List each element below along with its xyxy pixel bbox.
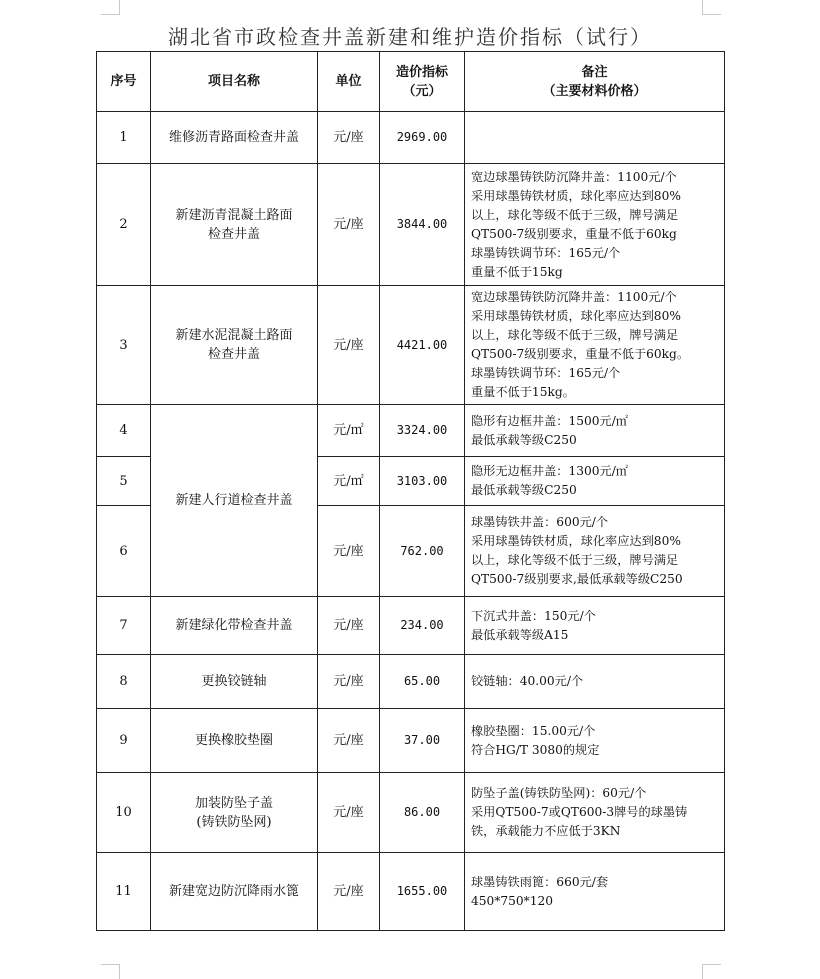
cell-note bbox=[465, 655, 725, 709]
header-unit: 单位 bbox=[318, 52, 380, 112]
cell-price: 762.00 bbox=[380, 506, 465, 597]
header-price-line1: 造价指标 bbox=[395, 64, 448, 80]
item-name-line: 新建沥青混凝土路面 bbox=[175, 207, 293, 223]
cell-price: 2969.00 bbox=[380, 112, 465, 164]
table-row bbox=[97, 597, 725, 655]
cell-seq: 11 bbox=[97, 853, 151, 931]
cell-price: 1655.00 bbox=[380, 853, 465, 931]
note-line: 以上，球化等级不低于三级，牌号满足 bbox=[471, 207, 679, 222]
cell-note bbox=[465, 286, 725, 405]
note-line: 采用球墨铸铁材质，球化率应达到80% bbox=[471, 534, 681, 548]
cell-unit: 元/座 bbox=[318, 597, 380, 655]
cell-unit: 元/座 bbox=[318, 773, 380, 853]
note-line: 采用球墨铸铁材质，球化率应达到80% bbox=[471, 188, 681, 203]
cell-unit: 元/座 bbox=[318, 112, 380, 164]
cell-item-name bbox=[151, 164, 318, 286]
table-row bbox=[97, 709, 725, 773]
cell-note bbox=[465, 853, 725, 931]
cell-seq: 10 bbox=[97, 773, 151, 853]
cell-item-name bbox=[151, 112, 318, 164]
cell-note bbox=[465, 405, 725, 457]
cell-note bbox=[465, 112, 725, 164]
cell-price: 4421.00 bbox=[380, 286, 465, 405]
item-name-line: 更换橡胶垫圈 bbox=[194, 733, 273, 748]
cell-unit: 元/㎡ bbox=[318, 457, 380, 506]
note-line: 球墨铸铁调节环：165元/个 bbox=[471, 366, 621, 380]
note-line: 球墨铸铁调节环：165元/个 bbox=[471, 245, 621, 260]
cell-seq: 1 bbox=[97, 112, 151, 164]
note-line: 最低承载等级A15 bbox=[471, 627, 569, 642]
table-row bbox=[97, 286, 725, 405]
cell-unit: 元/座 bbox=[318, 506, 380, 597]
note-line: 球墨铸铁雨篦：660元/套 bbox=[471, 874, 609, 889]
cell-item-name bbox=[151, 405, 318, 597]
header-price-line2: （元） bbox=[402, 83, 442, 99]
note-line: 下沉式井盖：150元/个 bbox=[471, 608, 596, 623]
note-line: 橡胶垫圈：15.00元/个 bbox=[471, 723, 596, 738]
cell-item-name bbox=[151, 286, 318, 405]
cell-item-name bbox=[151, 853, 318, 931]
item-name-line: 新建水泥混凝土路面 bbox=[175, 328, 293, 343]
note-line: 隐形有边框井盖：1500元/㎡ bbox=[471, 413, 628, 428]
cell-price: 65.00 bbox=[380, 655, 465, 709]
item-name-line: 检查井盖 bbox=[207, 226, 260, 242]
header-note-line2: （主要材料价格） bbox=[542, 83, 647, 99]
cell-note bbox=[465, 164, 725, 286]
header-note bbox=[465, 52, 725, 112]
table-row bbox=[97, 853, 725, 931]
cell-price: 3844.00 bbox=[380, 164, 465, 286]
note-line: 宽边球墨铸铁防沉降井盖：1100元/个 bbox=[471, 169, 677, 184]
note-line: QT500-7级别要求，重量不低于60kg bbox=[471, 226, 677, 241]
header-price bbox=[380, 52, 465, 112]
note-line: QT500-7级别要求,最低承载等级C250 bbox=[471, 572, 683, 586]
note-line: 隐形无边框井盖：1300元/㎡ bbox=[471, 464, 628, 478]
header-note-line1: 备注 bbox=[581, 64, 608, 80]
cell-seq: 2 bbox=[97, 164, 151, 286]
table-row bbox=[97, 112, 725, 164]
item-name-line: 新建人行道检查井盖 bbox=[175, 493, 293, 508]
document-title: 湖北省市政检查井盖新建和维护造价指标（试行） bbox=[168, 25, 652, 49]
note-line: 以上，球化等级不低于三级，牌号满足 bbox=[471, 553, 679, 567]
note-line: 采用球墨铸铁材质，球化率应达到80% bbox=[471, 309, 681, 323]
cell-price: 3324.00 bbox=[380, 405, 465, 457]
cell-note bbox=[465, 457, 725, 506]
cell-note bbox=[465, 709, 725, 773]
item-name-line: 加装防坠子盖 bbox=[194, 795, 273, 811]
cell-unit: 元/座 bbox=[318, 709, 380, 773]
cell-seq: 3 bbox=[97, 286, 151, 405]
note-line: 球墨铸铁井盖：600元/个 bbox=[471, 515, 609, 529]
note-line: 宽边球墨铸铁防沉降井盖：1100元/个 bbox=[471, 290, 677, 304]
crop-mark-bottom-left bbox=[101, 964, 120, 979]
cell-item-name bbox=[151, 655, 318, 709]
table-row bbox=[97, 405, 725, 457]
cell-unit: 元/座 bbox=[318, 286, 380, 405]
note-line: 重量不低于15kg bbox=[471, 264, 563, 279]
note-line: 铰链轴：40.00元/个 bbox=[471, 674, 584, 688]
cell-price: 86.00 bbox=[380, 773, 465, 853]
cell-item-name bbox=[151, 597, 318, 655]
cell-price: 3103.00 bbox=[380, 457, 465, 506]
cell-seq: 4 bbox=[97, 405, 151, 457]
cell-seq: 6 bbox=[97, 506, 151, 597]
cell-seq: 7 bbox=[97, 597, 151, 655]
note-line: 最低承载等级C250 bbox=[471, 432, 577, 447]
header-row bbox=[97, 52, 725, 112]
note-line: 铁，承载能力不应低于3KN bbox=[471, 824, 621, 838]
note-line: 最低承载等级C250 bbox=[471, 483, 577, 497]
cell-seq: 8 bbox=[97, 655, 151, 709]
cell-price: 234.00 bbox=[380, 597, 465, 655]
note-line: 重量不低于15kg。 bbox=[471, 385, 575, 399]
cell-unit: 元/座 bbox=[318, 655, 380, 709]
item-name-line: 新建宽边防沉降雨水篦 bbox=[168, 884, 299, 899]
cell-unit: 元/㎡ bbox=[318, 405, 380, 457]
item-name-line: 更换铰链轴 bbox=[201, 674, 267, 689]
cell-seq: 9 bbox=[97, 709, 151, 773]
crop-mark-top-right bbox=[702, 0, 721, 15]
cell-unit: 元/座 bbox=[318, 164, 380, 286]
table-row bbox=[97, 773, 725, 853]
cell-note bbox=[465, 506, 725, 597]
note-line: 以上，球化等级不低于三级，牌号满足 bbox=[471, 328, 679, 342]
note-line: 采用QT500-7或QT600-3牌号的球墨铸 bbox=[471, 805, 688, 819]
item-name-line: 新建绿化带检查井盖 bbox=[175, 618, 293, 633]
cell-item-name bbox=[151, 709, 318, 773]
price-table bbox=[96, 51, 725, 931]
header-name: 项目名称 bbox=[151, 52, 318, 112]
table-row bbox=[97, 655, 725, 709]
cell-price: 37.00 bbox=[380, 709, 465, 773]
note-line: QT500-7级别要求，重量不低于60kg。 bbox=[471, 347, 690, 361]
note-line: 符合HG/T 3080的规定 bbox=[471, 742, 600, 757]
crop-mark-top-left bbox=[101, 0, 120, 15]
cell-item-name bbox=[151, 773, 318, 853]
item-name-line: (铸铁防坠网) bbox=[196, 814, 272, 830]
item-name-line: 维修沥青路面检查井盖 bbox=[168, 130, 299, 145]
item-name-line: 检查井盖 bbox=[207, 347, 260, 362]
cell-note bbox=[465, 597, 725, 655]
header-seq: 序号 bbox=[97, 52, 151, 112]
cell-note bbox=[465, 773, 725, 853]
crop-mark-bottom-right bbox=[702, 964, 721, 979]
cell-unit: 元/座 bbox=[318, 853, 380, 931]
table-row bbox=[97, 164, 725, 286]
note-line: 450*750*120 bbox=[471, 893, 553, 908]
note-line: 防坠子盖(铸铁防坠网)：60元/个 bbox=[471, 786, 647, 800]
cell-seq: 5 bbox=[97, 457, 151, 506]
